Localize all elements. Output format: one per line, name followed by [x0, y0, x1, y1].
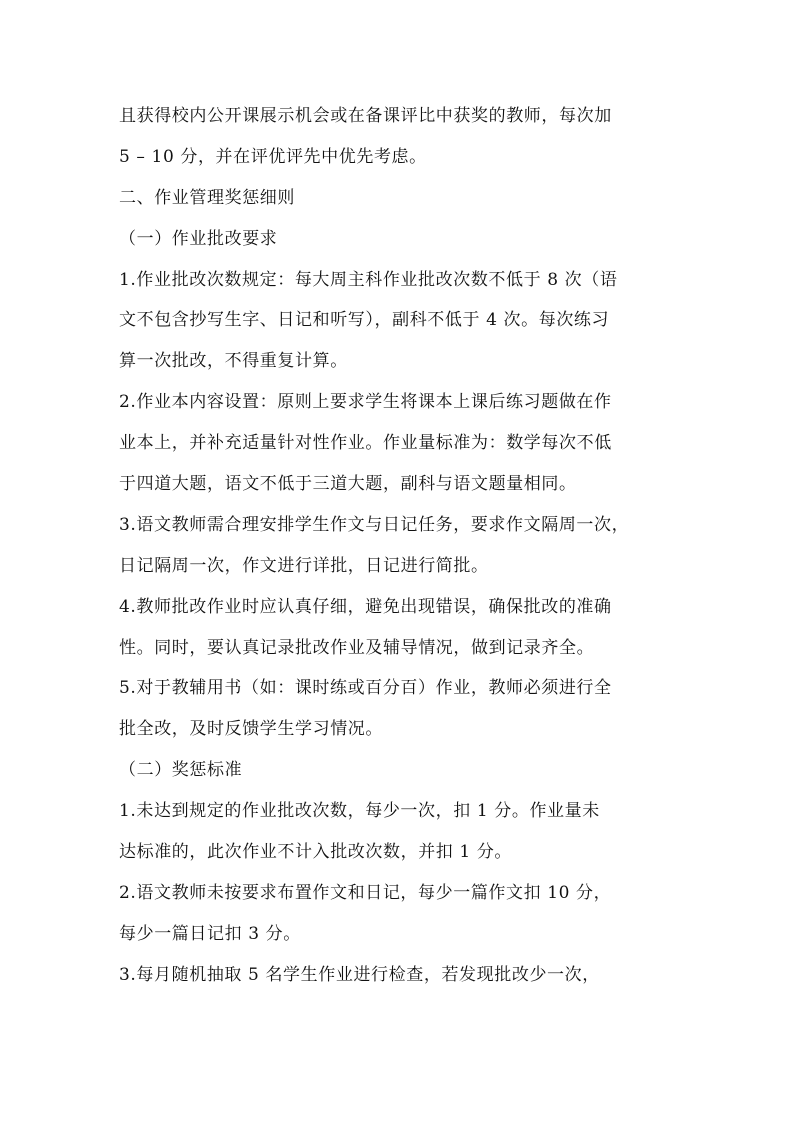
list-item-line: 3.语文教师需合理安排学生作文与日记任务，要求作文隔周一次，: [119, 514, 630, 535]
list-item-line: 性。同时，要认真记录批改作业及辅导情况，做到记录齐全。: [119, 637, 595, 658]
list-item-line: 算一次批改，不得重复计算。: [119, 351, 348, 372]
list-item-line: 5.对于教辅用书（如：课时练或百分百）作业，教师必须进行全: [119, 678, 612, 699]
list-item-line: 文不包含抄写生字、日记和听写），副科不低于 4 次。每次练习: [119, 310, 610, 331]
subsection-heading: （一）作业批改要求: [119, 228, 278, 249]
list-item-line: 1.未达到规定的作业批改次数，每少一次，扣 1 分。作业量未: [119, 801, 600, 822]
list-item-line: 日记隔周一次，作文进行详批，日记进行简批。: [119, 555, 489, 576]
list-item-line: 批全改，及时反馈学生学习情况。: [119, 719, 383, 740]
list-item-line: 每少一篇日记扣 3 分。: [119, 923, 301, 944]
list-item-line: 2.作业本内容设置：原则上要求学生将课本上课后练习题做在作: [119, 392, 612, 413]
document-body: [119, 96, 684, 996]
subsection-heading: （二）奖惩标准: [119, 760, 243, 781]
list-item-line: 达标准的，此次作业不计入批改次数，并扣 1 分。: [119, 842, 513, 863]
list-item-line: 3.每月随机抽取 5 名学生作业进行检查，若发现批改少一次，: [119, 964, 600, 985]
list-item-line: 1.作业批改次数规定：每大周主科作业批改次数不低于 8 次（语: [119, 269, 618, 290]
list-item-line: 业本上，并补充适量针对性作业。作业量标准为：数学每次不低: [119, 433, 612, 454]
body-text-line: 5 – 10 分，并在评优评先中优先考虑。: [119, 146, 427, 167]
list-item-line: 于四道大题，语文不低于三道大题，副科与语文题量相同。: [119, 474, 577, 495]
section-heading: 二、作业管理奖惩细则: [119, 187, 295, 208]
list-item-line: 4.教师批改作业时应认真仔细，避免出现错误，确保批改的准确: [119, 596, 612, 617]
list-item-line: 2.语文教师未按要求布置作文和日记，每少一篇作文扣 10 分，: [119, 882, 612, 903]
body-text-line: 且获得校内公开课展示机会或在备课评比中获奖的教师，每次加: [119, 106, 612, 126]
